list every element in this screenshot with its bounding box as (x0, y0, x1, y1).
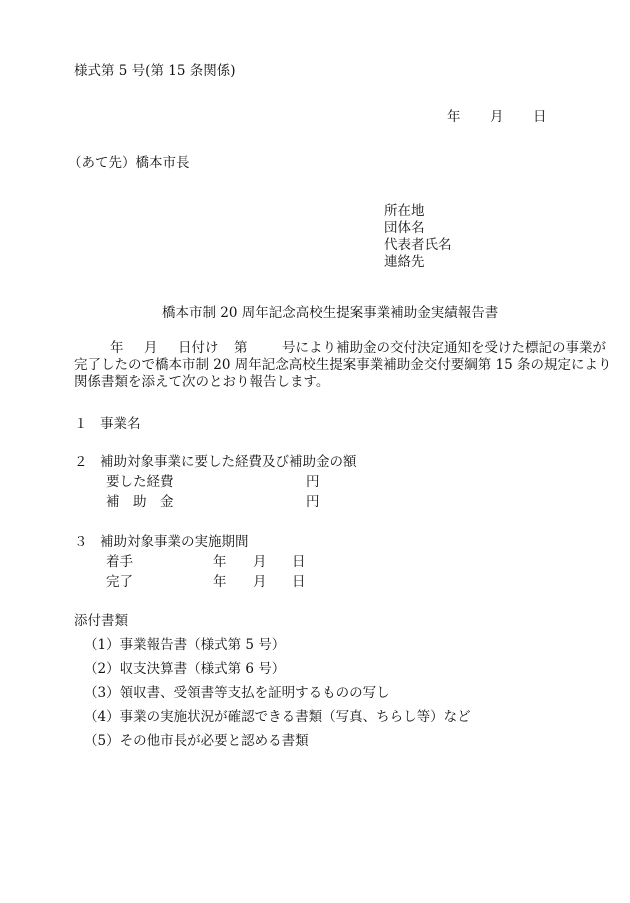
document-title: 橋本市制 20 周年記念高校生提案事業補助金実績報告書 (162, 305, 499, 321)
attachment-item: （3）領収書、受領書等支払を証明するものの写し (84, 685, 390, 701)
period-end-day: 日 (292, 574, 306, 590)
section-3-number: ３ (74, 534, 88, 550)
expense-unit: 円 (306, 474, 320, 490)
body-number-prefix: 第 (234, 340, 248, 356)
period-start-year: 年 (213, 554, 227, 570)
section-3-label: 補助対象事業の実施期間 (100, 534, 249, 550)
attachment-item: （5）その他市長が必要と認める書類 (84, 733, 309, 749)
addressee: （あて先）橋本市長 (68, 155, 190, 171)
address-label: 所在地 (384, 203, 425, 219)
period-start-label: 着手 (106, 554, 133, 570)
body-month-label: 月 (144, 340, 158, 356)
section-1-label: 事業名 (100, 416, 141, 432)
section-2-number: ２ (74, 454, 88, 470)
date-year-label: 年 (447, 109, 461, 125)
attachment-item: （2）収支決算書（様式第 6 号） (84, 661, 286, 677)
period-start-day: 日 (292, 554, 306, 570)
period-end-year: 年 (213, 574, 227, 590)
body-line-3: 関係書類を添えて次のとおり報告します。 (74, 374, 330, 390)
expense-label: 要した経費 (106, 474, 174, 490)
period-end-month: 月 (253, 574, 267, 590)
representative-name-label: 代表者氏名 (384, 237, 452, 253)
body-line-1-text: 号により補助金の交付決定通知を受けた標記の事業が (282, 340, 606, 356)
attachment-item: （4）事業の実施状況が確認できる書類（写真、ちらし等）など (84, 709, 471, 725)
date-day-label: 日 (533, 109, 547, 125)
organization-name-label: 団体名 (384, 220, 425, 236)
period-end-label: 完了 (106, 574, 133, 590)
attachments-heading: 添付書類 (74, 613, 128, 629)
date-month-label: 月 (490, 109, 504, 125)
contact-label: 連絡先 (384, 254, 425, 270)
section-2-label: 補助対象事業に要した経費及び補助金の額 (100, 454, 357, 470)
section-1-number: １ (74, 416, 88, 432)
subsidy-label: 補 助 金 (106, 494, 174, 510)
attachment-item: （1）事業報告書（様式第 5 号） (84, 637, 286, 653)
body-line-2: 完了したので橋本市制 20 周年記念高校生提案事業補助金交付要綱第 15 条の規定により (74, 357, 612, 373)
form-number: 様式第 5 号(第 15 条関係) (74, 63, 236, 79)
body-date-label: 日付け (178, 340, 219, 356)
period-start-month: 月 (253, 554, 267, 570)
subsidy-unit: 円 (306, 494, 320, 510)
body-year-label: 年 (110, 340, 124, 356)
